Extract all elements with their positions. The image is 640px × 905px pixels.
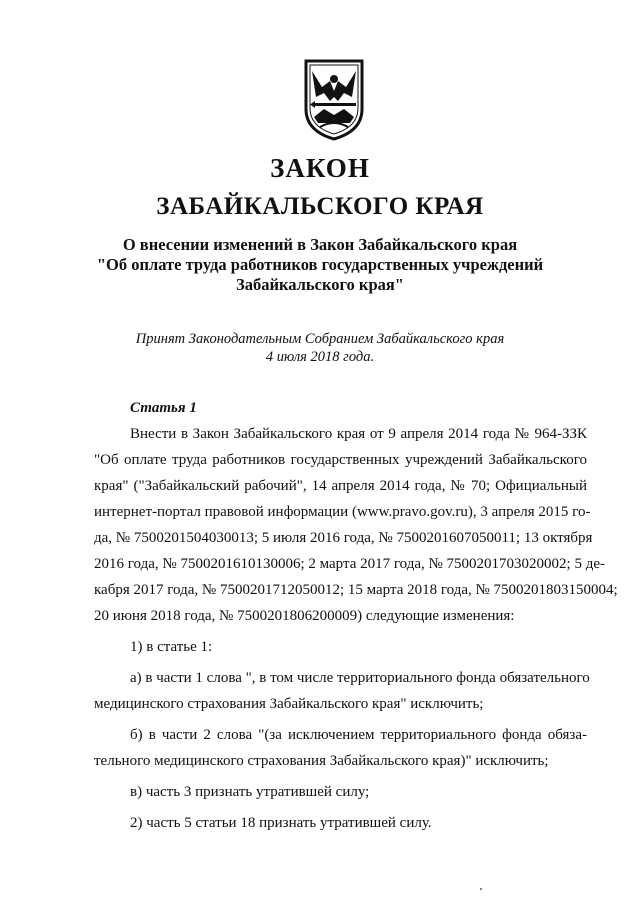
document-region-title: ЗАБАЙКАЛЬСКОГО КРАЯ	[156, 193, 484, 220]
adoption-line: Принят Законодательным Собранием Забайкальского края	[135, 331, 505, 347]
paragraph-line: "Об оплате труда работников государственных учреждений Забайкальского	[94, 452, 587, 468]
scan-speck	[480, 888, 482, 890]
adoption-note	[0, 330, 640, 366]
paragraph-line: да, № 7500201504030013; 5 июля 2016 года, № 7500201607050011; 13 октября	[94, 530, 593, 546]
document-subtitle	[0, 235, 640, 295]
list-item	[94, 722, 587, 774]
article-body	[94, 421, 618, 836]
paragraph-line: 2016 года, № 7500201610130006; 2 марта 2017 года, № 7500201703020002; 5 де-	[94, 556, 606, 572]
subtitle-line: "Об оплате труда работников государственных учреждений	[96, 255, 544, 274]
paragraph-line: Внести в Закон Забайкальского края от 9 апреля 2014 года № 964-ЗЗК	[130, 426, 587, 442]
list-item: в) часть 3 признать утратившей силу;	[130, 784, 370, 800]
list-item: 1) в статье 1:	[130, 639, 213, 655]
intro-paragraph	[94, 421, 618, 629]
list-item	[94, 665, 590, 717]
article-heading: Статья 1	[130, 400, 197, 416]
coat-of-arms-icon	[300, 57, 368, 141]
document-title: ЗАКОН	[270, 153, 370, 183]
paragraph-line: 20 июня 2018 года, № 7500201806200009) следующие изменения:	[94, 608, 515, 624]
paragraph-line: б) в части 2 слова "(за исключением территориального фонда обяза-	[130, 727, 587, 743]
adoption-date: 4 июля 2018 года.	[265, 349, 375, 365]
paragraph-line: а) в части 1 слова ", в том числе территориального фонда обязательного	[130, 670, 590, 686]
paragraph-line: кабря 2017 года, № 7500201712050012; 15 марта 2018 года, № 7500201803150004;	[94, 582, 618, 598]
paragraph-line: интернет-портал правовой информации (www.pravo.gov.ru), 3 апреля 2015 го-	[94, 504, 591, 520]
paragraph-line: края" ("Забайкальский рабочий", 14 апреля 2014 года, № 70; Официальный	[94, 478, 587, 494]
paragraph-line: медицинского страхования Забайкальского края" исключить;	[94, 696, 484, 712]
paragraph-line: тельного медицинского страхования Забайкальского края)" исключить;	[94, 753, 549, 769]
subtitle-line: О внесении изменений в Закон Забайкальского края	[122, 235, 518, 254]
subtitle-line: Забайкальского края"	[236, 275, 404, 294]
list-item: 2) часть 5 статьи 18 признать утратившей силу.	[130, 815, 432, 831]
